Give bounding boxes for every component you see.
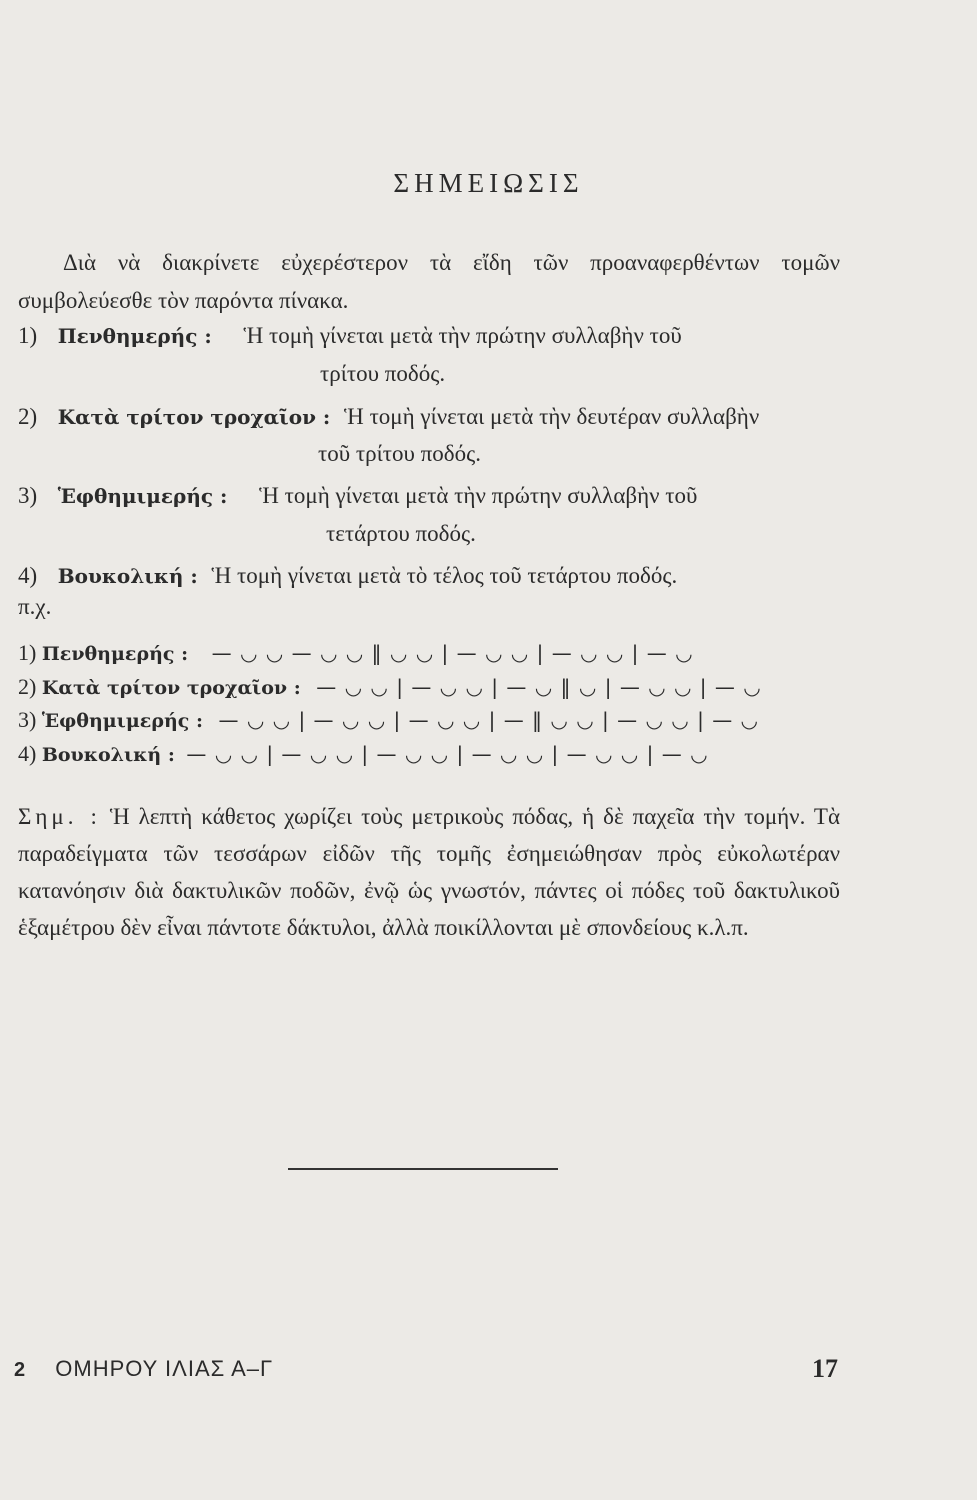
page-title: ΣΗΜΕΙΩΣΙΣ [393, 168, 584, 198]
rule-3-continuation: τετάρτου ποδός. [326, 521, 476, 546]
rule-number: 4) [18, 563, 38, 588]
example-3 [18, 707, 759, 733]
rule-3 [18, 483, 858, 509]
note-text: Ἡ λεπτὴ κάθετος χωρίζει τοὺς μετρικοὺς πόδας, ἡ δὲ παχεῖα τὴν τομήν. Τὰ παραδείγματα τῶν τεσσάρων εἰδῶν τῆς τομῆς ἐσημειώθησαν πρὸς εὐκολωτέραν κατανόησιν διὰ δακτυλικῶν ποδῶν, ἐνῷ ὡς γνωστόν, πάντες οἱ πόδες τοῦ δακτυλικοῦ ἑξαμέτρου δὲν εἶναι πάντοτε δάκτυλοι, ἀλλὰ ποικίλλονται μὲ σπονδείους κ.λ.π. [18, 804, 840, 940]
book-title: ΟΜΗΡΟΥ ΙΛΙΑΣ Α–Γ [55, 1356, 274, 1381]
example-4 [18, 741, 709, 767]
page-number: 17 [812, 1354, 838, 1383]
rule-2 [18, 404, 858, 430]
note-label: Σημ. : [18, 804, 101, 829]
example-1 [18, 640, 694, 666]
rule-1 [18, 323, 858, 349]
intro-paragraph: Διὰ νὰ διακρίνετε εὐχερέστερον τὰ εἴδη τῶν προαναφερθέντων τομῶν συμβολεύεσθε τὸν παρόντα πίνακα. [18, 250, 840, 313]
rule-description: Ἡ τομὴ γίνεται μετὰ τὴν δευτέραν συλλαβὴν [344, 404, 760, 429]
signature-mark: 2 [14, 1359, 27, 1381]
rule-description: Ἡ τομὴ γίνεται μετὰ τὴν πρώτην συλλαβὴν τοῦ [259, 483, 698, 508]
rule-name: Βουκολική : [57, 564, 198, 588]
rule-number: 2) [18, 404, 38, 429]
rule-name: Πενθημερής : [57, 324, 212, 348]
example-number: 1) [18, 640, 37, 665]
rule-name: Κατὰ τρίτον τροχαῖον : [57, 405, 331, 429]
rule-number: 3) [18, 483, 38, 508]
example-number: 3) [18, 707, 37, 732]
example-number: 4) [18, 741, 37, 766]
footer-signature [14, 1356, 273, 1382]
rule-1-continuation: τρίτου ποδός. [320, 361, 446, 386]
rule-4 [18, 563, 858, 589]
example-name: Βουκολική : [41, 744, 175, 766]
example-2 [18, 674, 762, 700]
rule-description: Ἡ τομὴ γίνεται μετὰ τὸ τέλος τοῦ τετάρτου ποδός. [211, 563, 678, 588]
example-name: Πενθημερής : [41, 643, 189, 665]
note-paragraph [18, 798, 840, 946]
section-divider [288, 1168, 558, 1170]
example-number: 2) [18, 674, 37, 699]
example-name: Κατὰ τρίτον τροχαῖον : [41, 677, 301, 699]
meter-scheme: — ◡ ◡ | — ◡ ◡ | — ◡ ◡ | — ‖ ◡ ◡ | — ◡ ◡ | — ◡ [218, 708, 760, 732]
meter-scheme: — ◡ ◡ | — ◡ ◡ | — ◡ ‖ ◡ | — ◡ ◡ | — ◡ [316, 675, 762, 699]
rule-number: 1) [18, 323, 38, 348]
rule-name: Ἑφθημιμερής : [57, 484, 228, 508]
rule-description: Ἡ τομὴ γίνεται μετὰ τὴν πρώτην συλλαβὴν τοῦ [243, 323, 682, 348]
rule-2-continuation: τοῦ τρίτου ποδός. [318, 441, 481, 466]
meter-scheme: — ◡ ◡ | — ◡ ◡ | — ◡ ◡ | — ◡ ◡ | — ◡ ◡ | — ◡ [186, 742, 709, 766]
example-name: Ἑφθημιμερής : [41, 710, 203, 732]
meter-scheme: — ◡ ◡ — ◡ ◡ ‖ ◡ ◡ | — ◡ ◡ | — ◡ ◡ | — ◡ [211, 641, 694, 665]
example-label: π.χ. [18, 594, 52, 619]
